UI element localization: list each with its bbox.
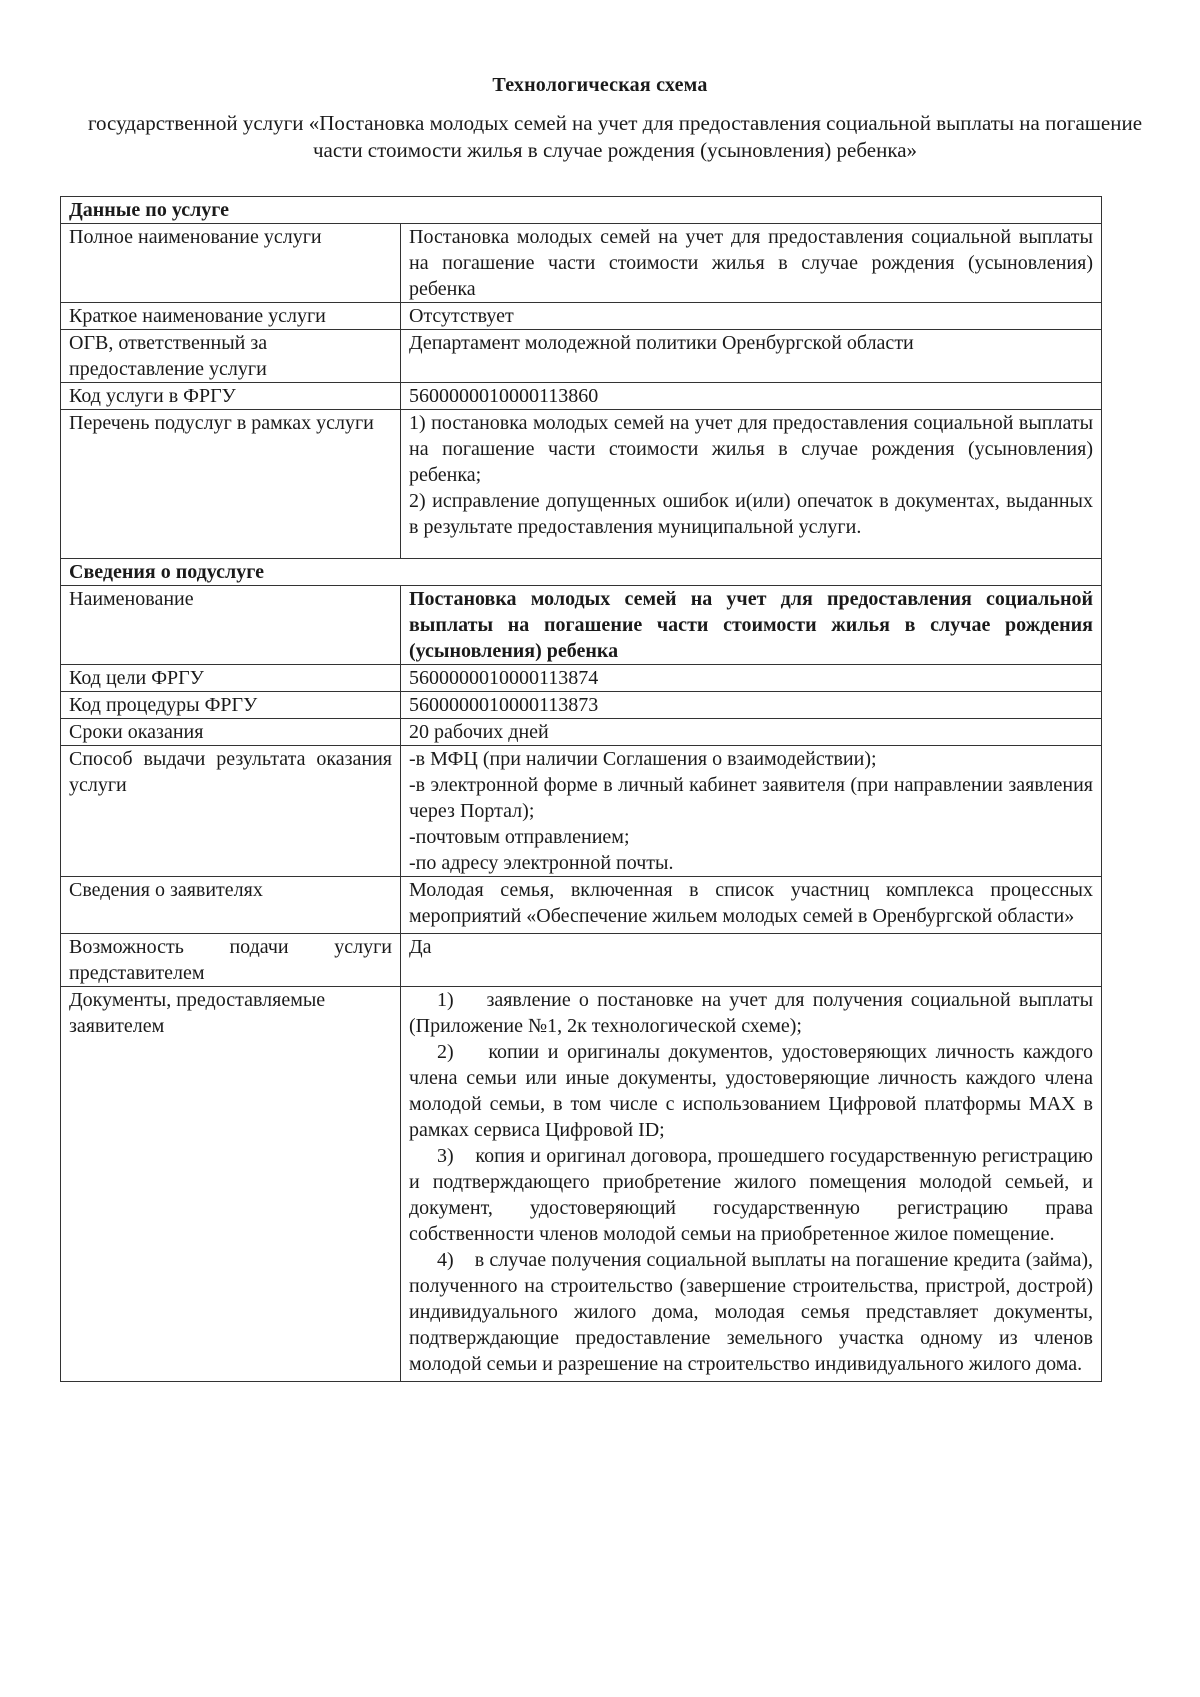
document-item: 1) заявление о постановке на учет для получения социальной выплаты (Приложение №1, 2к технологической схеме); [409,989,1093,1037]
row-label-frgu-code: Код услуги в ФРГУ [61,383,401,410]
row-value-ogv: Департамент молодежной политики Оренбургской области [401,330,1102,383]
subservice-item: 2) исправление допущенных ошибок и(или) опечаток в документах, выданных в результате предоставления муниципальной услуги. [409,490,1093,538]
result-method-item: -почтовым отправлением; [409,826,630,848]
row-value-procedure-code: 5600000010000113873 [401,692,1102,719]
row-value-goal-code: 5600000010000113874 [401,665,1102,692]
table-row [61,410,1102,559]
row-value-full-name: Постановка молодых семей на учет для предоставления социальной выплаты на погашение части стоимости жилья в случае рождения (усыновления) ребенка [401,224,1102,303]
row-value-representative: Да [401,934,1102,987]
table-row [61,692,1102,719]
row-label-full-name: Полное наименование услуги [61,224,401,303]
document-title: Технологическая схема [492,74,708,96]
row-label-goal-code: Код цели ФРГУ [61,665,401,692]
row-value-short-name: Отсутствует [401,303,1102,330]
row-label-applicants: Сведения о заявителях [61,877,401,934]
table-row [61,665,1102,692]
document-item: 3) копия и оригинал договора, прошедшего государственную регистрацию и подтверждающего приобретение жилого помещения молодой семьей, и документ, удостоверяющий государственную регистрацию права собственности членов молодой семьи на приобретенное жилое помещение. [409,1145,1093,1245]
row-value-subservices [401,410,1102,559]
row-label-representative: Возможность подачи услуги представителем [61,934,401,987]
row-label-terms: Сроки оказания [61,719,401,746]
row-value-result-method [401,746,1102,877]
result-method-item: -по адресу электронной почты. [409,852,674,874]
row-value-name: Постановка молодых семей на учет для предоставления социальной выплаты на погашение части стоимости жилья в случае рождения (усыновления) ребенка [401,586,1102,665]
table-row [61,934,1102,987]
row-label-name: Наименование [61,586,401,665]
table-row [61,383,1102,410]
document-item: 4) в случае получения социальной выплаты на погашение кредита (займа), полученного на строительство (завершение строительства, пристрой, дострой) индивидуального жилого дома, молодая семья представляет документы, подтверждающие предоставление земельного участка одному из членов молодой семьи и разрешение на строительство индивидуального жилого дома. [409,1249,1093,1375]
table-row [61,719,1102,746]
section-row-subservice-info [61,559,1102,586]
table-row [61,330,1102,383]
row-label-procedure-code: Код процедуры ФРГУ [61,692,401,719]
table-row [61,987,1102,1382]
row-label-documents: Документы, предоставляемые заявителем [61,987,401,1382]
row-label-short-name: Краткое наименование услуги [61,303,401,330]
section-title-service-data: Данные по услуге [61,197,1102,224]
table-row [61,224,1102,303]
scheme-table [60,196,1102,1382]
table-row [61,746,1102,877]
table-row [61,877,1102,934]
section-row-service-data [61,197,1102,224]
document-subtitle: государственной услуги «Постановка молодых семей на учет для предоставления социальной выплаты на погашение части стоимости жилья в случае рождения (усыновления) ребенка» [87,111,1143,162]
subservice-item: 1) постановка молодых семей на учет для предоставления социальной выплаты на погашение части стоимости жилья в случае рождения (усыновления) ребенка; [409,412,1093,486]
row-label-subservices: Перечень подуслуг в рамках услуги [61,410,401,559]
row-value-frgu-code: 5600000010000113860 [401,383,1102,410]
row-value-applicants: Молодая семья, включенная в список участниц комплекса процессных мероприятий «Обеспечение жильем молодых семей в Оренбургской области» [401,877,1102,934]
table-row [61,586,1102,665]
row-value-terms: 20 рабочих дней [401,719,1102,746]
document-item: 2) копии и оригиналы документов, удостоверяющих личность каждого члена семьи или иные документы, удостоверяющие личность каждого члена молодой семьи, в том числе с использованием Цифровой платформы МАХ в рамках сервиса Цифровой ID; [409,1041,1093,1141]
row-label-result-method: Способ выдачи результата оказания услуги [61,746,401,877]
result-method-item: -в электронной форме в личный кабинет заявителя (при направлении заявления через Портал); [409,774,1093,822]
result-method-item: -в МФЦ (при наличии Соглашения о взаимодействии); [409,748,877,770]
row-value-documents [401,987,1102,1382]
section-title-subservice-info: Сведения о подуслуге [61,559,1102,586]
row-label-ogv: ОГВ, ответственный за предоставление услуги [61,330,401,383]
table-row [61,303,1102,330]
